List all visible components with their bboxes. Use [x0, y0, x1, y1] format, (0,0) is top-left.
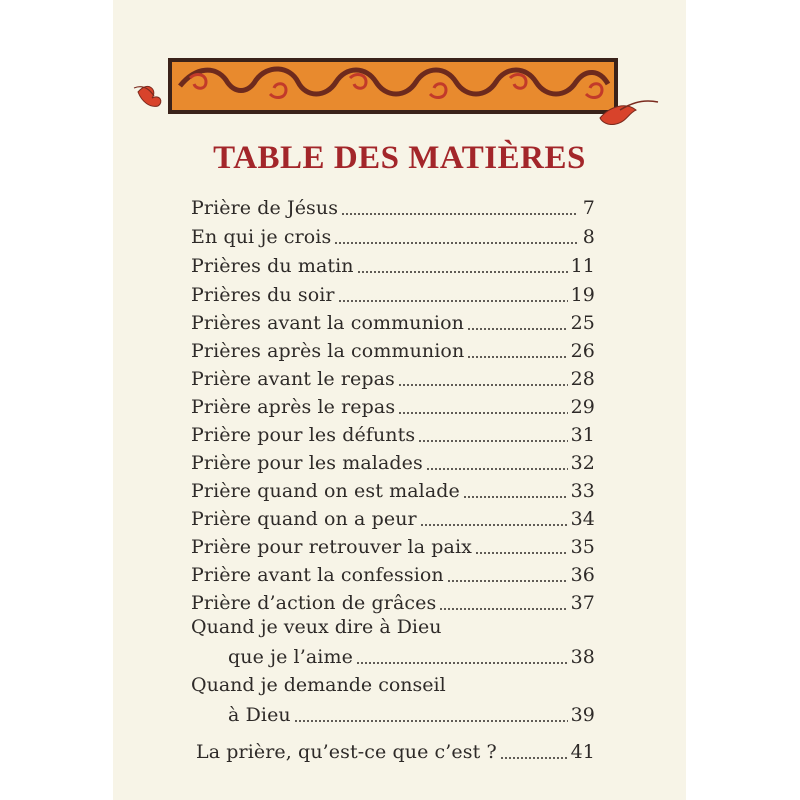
toc-entry-label: Prière quand on est malade [191, 480, 460, 502]
toc-entry [191, 536, 595, 562]
toc-entry [191, 674, 595, 730]
toc-entry [191, 255, 595, 281]
toc-entry [191, 197, 595, 223]
toc-entry-label: Prière d’action de grâces [191, 592, 437, 614]
toc-entry-label: que je l’aime [228, 646, 353, 668]
toc-entry [191, 508, 595, 534]
toc-entry-label: Prière quand on a peur [191, 508, 417, 530]
toc-entry-label: La prière, qu’est-ce que c’est ? [196, 741, 497, 763]
toc-entry [191, 424, 595, 450]
dot-leader [439, 607, 567, 611]
dot-leader [463, 495, 568, 499]
dot-leader [294, 719, 568, 723]
toc-entry [191, 480, 595, 506]
toc-entry-line [191, 424, 595, 450]
toc-entry-page-number: 39 [570, 704, 595, 726]
toc-entry-page-number: 7 [582, 197, 595, 219]
dot-leader [447, 579, 568, 583]
toc-entry-label-first-line: Quand je veux dire à Dieu [191, 616, 442, 638]
dot-leader [467, 327, 568, 331]
toc-entry-label: Prières avant la communion [191, 312, 464, 334]
toc-entry-label: Prière pour retrouver la paix [191, 536, 472, 558]
dot-leader [418, 439, 567, 443]
toc-entry-label: à Dieu [228, 704, 291, 726]
toc-entry-label: Prière après le repas [191, 396, 396, 418]
toc-entry-line [191, 197, 595, 223]
toc-entry-page-number: 36 [570, 564, 595, 586]
toc-entry-line [191, 312, 595, 338]
toc-entry [191, 368, 595, 394]
toc-entry-label: Prières du soir [191, 284, 335, 306]
toc-entry-page-number: 28 [570, 368, 595, 390]
toc-entry-page-number: 11 [570, 255, 595, 277]
toc-entry-page-number: 38 [570, 646, 595, 668]
toc-entry-line [191, 480, 595, 506]
toc-entry-line [228, 646, 595, 672]
toc-entry-page-number: 34 [570, 508, 595, 530]
dot-leader [398, 383, 568, 387]
toc-entry [191, 284, 595, 310]
toc-entry [191, 226, 595, 252]
toc-entry-line [191, 396, 595, 422]
dot-leader [356, 661, 568, 665]
dot-leader [426, 467, 568, 471]
toc-entry-line [191, 255, 595, 281]
toc-entry-label: Prière avant le repas [191, 368, 395, 390]
toc-entry-line [191, 592, 595, 618]
toc-entry-line [191, 564, 595, 590]
toc-entry [191, 616, 595, 672]
toc-entry-page-number: 41 [570, 741, 595, 763]
toc-entry [191, 396, 595, 422]
dot-leader [341, 212, 578, 216]
dot-leader [475, 551, 568, 555]
page-title: TABLE DES MATIÈRES [213, 140, 586, 176]
toc-entry-page-number: 25 [570, 312, 595, 334]
toc-entry-line [191, 452, 595, 478]
toc-entry-page-number: 29 [570, 396, 595, 418]
toc-entry-line [196, 741, 595, 767]
toc-entry-page-number: 35 [570, 536, 595, 558]
toc-entry-line [191, 226, 595, 252]
toc-entry [191, 592, 595, 618]
dot-leader [398, 411, 567, 415]
toc-entry-line [191, 536, 595, 562]
toc-entry-label: Prière pour les défunts [191, 424, 416, 446]
toc-entry-page-number: 8 [582, 226, 595, 248]
toc-entry [196, 741, 595, 767]
toc-entry-line [228, 704, 595, 730]
toc-entry [191, 340, 595, 366]
dot-leader [357, 270, 568, 274]
toc-entry-label-first-line: Quand je demande conseil [191, 674, 446, 696]
dot-leader [420, 523, 568, 527]
toc-entry-line [191, 368, 595, 394]
toc-entry-page-number: 37 [570, 592, 595, 614]
toc-entry-label: Prières du matin [191, 255, 354, 277]
toc-entry-label: Prière avant la confession [191, 564, 444, 586]
toc-entry-page-number: 31 [570, 424, 595, 446]
toc-entry-line [191, 284, 595, 310]
dot-leader [338, 299, 568, 303]
toc-entry-line [191, 340, 595, 366]
toc-entry-label: Prières après la communion [191, 340, 465, 362]
toc-entry [191, 564, 595, 590]
toc-entry-line [191, 508, 595, 534]
toc-entry-page-number: 32 [570, 452, 595, 474]
toc-entry-label: Prière de Jésus [191, 197, 339, 219]
toc-entry-label: En qui je crois [191, 226, 332, 248]
dot-leader [500, 756, 568, 760]
toc-entry-page-number: 33 [570, 480, 595, 502]
toc-entry [191, 312, 595, 338]
toc-entry-label: Prière pour les malades [191, 452, 423, 474]
toc-entry-page-number: 26 [570, 340, 595, 362]
toc-entry-page-number: 19 [570, 284, 595, 306]
toc-entry [191, 452, 595, 478]
dot-leader [334, 241, 578, 245]
dot-leader [467, 355, 567, 359]
